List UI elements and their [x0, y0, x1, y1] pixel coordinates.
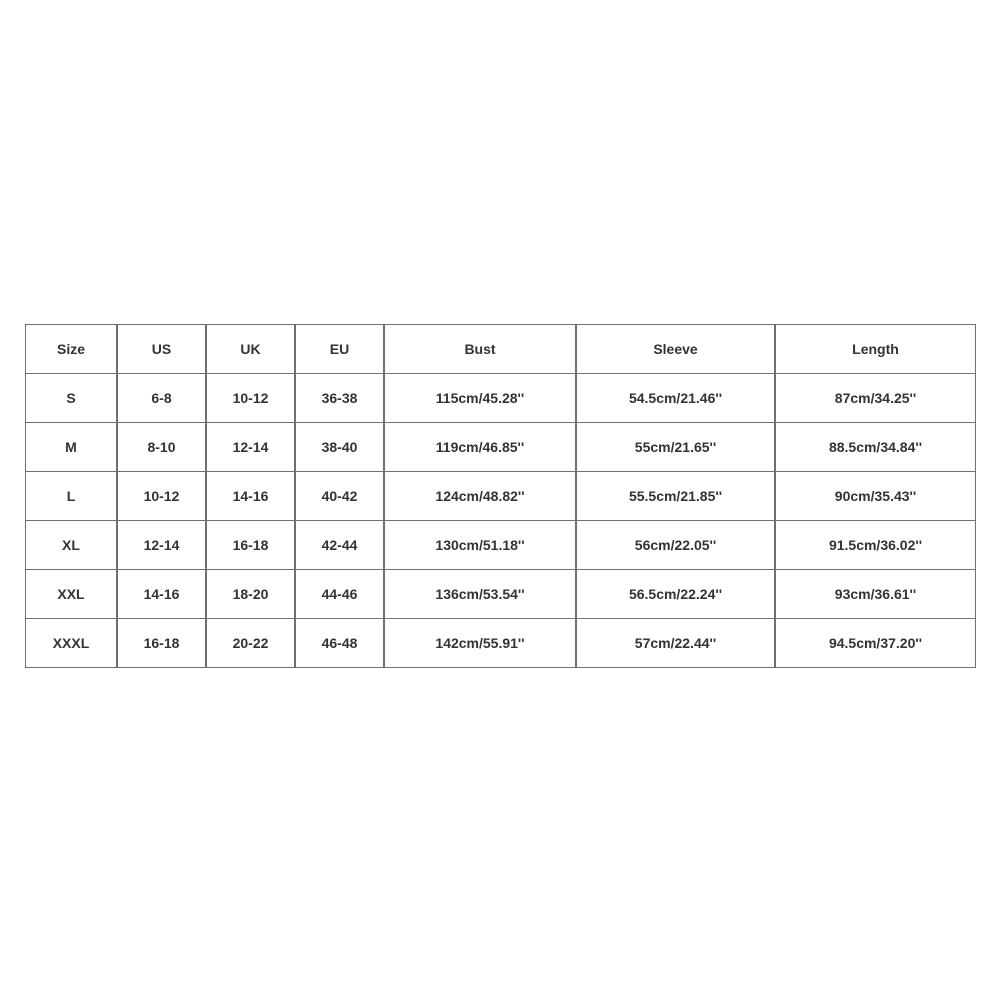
header-length: Length [775, 325, 976, 374]
cell-eu: 36-38 [295, 374, 384, 423]
cell-length: 91.5cm/36.02'' [775, 521, 976, 570]
header-eu: EU [295, 325, 384, 374]
cell-uk: 12-14 [206, 423, 295, 472]
cell-uk: 16-18 [206, 521, 295, 570]
cell-length: 90cm/35.43'' [775, 472, 976, 521]
cell-uk: 10-12 [206, 374, 295, 423]
cell-sleeve: 54.5cm/21.46'' [576, 374, 775, 423]
cell-us: 6-8 [117, 374, 206, 423]
cell-size: L [26, 472, 117, 521]
cell-length: 93cm/36.61'' [775, 570, 976, 619]
cell-eu: 42-44 [295, 521, 384, 570]
cell-us: 16-18 [117, 619, 206, 668]
cell-us: 10-12 [117, 472, 206, 521]
table-row [26, 521, 976, 570]
cell-eu: 46-48 [295, 619, 384, 668]
cell-bust: 119cm/46.85'' [384, 423, 576, 472]
cell-uk: 18-20 [206, 570, 295, 619]
cell-size: S [26, 374, 117, 423]
cell-us: 8-10 [117, 423, 206, 472]
cell-sleeve: 57cm/22.44'' [576, 619, 775, 668]
cell-sleeve: 55cm/21.65'' [576, 423, 775, 472]
cell-eu: 38-40 [295, 423, 384, 472]
cell-bust: 136cm/53.54'' [384, 570, 576, 619]
cell-bust: 142cm/55.91'' [384, 619, 576, 668]
header-uk: UK [206, 325, 295, 374]
header-us: US [117, 325, 206, 374]
cell-eu: 40-42 [295, 472, 384, 521]
header-row [26, 325, 976, 374]
cell-size: XXL [26, 570, 117, 619]
table-row [26, 472, 976, 521]
table-row [26, 423, 976, 472]
cell-eu: 44-46 [295, 570, 384, 619]
cell-size: XXXL [26, 619, 117, 668]
cell-sleeve: 56cm/22.05'' [576, 521, 775, 570]
cell-uk: 14-16 [206, 472, 295, 521]
cell-bust: 115cm/45.28'' [384, 374, 576, 423]
cell-uk: 20-22 [206, 619, 295, 668]
table-row [26, 374, 976, 423]
cell-sleeve: 55.5cm/21.85'' [576, 472, 775, 521]
cell-us: 14-16 [117, 570, 206, 619]
cell-us: 12-14 [117, 521, 206, 570]
header-bust: Bust [384, 325, 576, 374]
header-size: Size [26, 325, 117, 374]
table-row [26, 570, 976, 619]
cell-length: 94.5cm/37.20'' [775, 619, 976, 668]
cell-length: 87cm/34.25'' [775, 374, 976, 423]
size-chart-table [25, 324, 976, 668]
cell-bust: 124cm/48.82'' [384, 472, 576, 521]
cell-size: XL [26, 521, 117, 570]
cell-bust: 130cm/51.18'' [384, 521, 576, 570]
cell-length: 88.5cm/34.84'' [775, 423, 976, 472]
header-sleeve: Sleeve [576, 325, 775, 374]
table-row [26, 619, 976, 668]
cell-sleeve: 56.5cm/22.24'' [576, 570, 775, 619]
cell-size: M [26, 423, 117, 472]
